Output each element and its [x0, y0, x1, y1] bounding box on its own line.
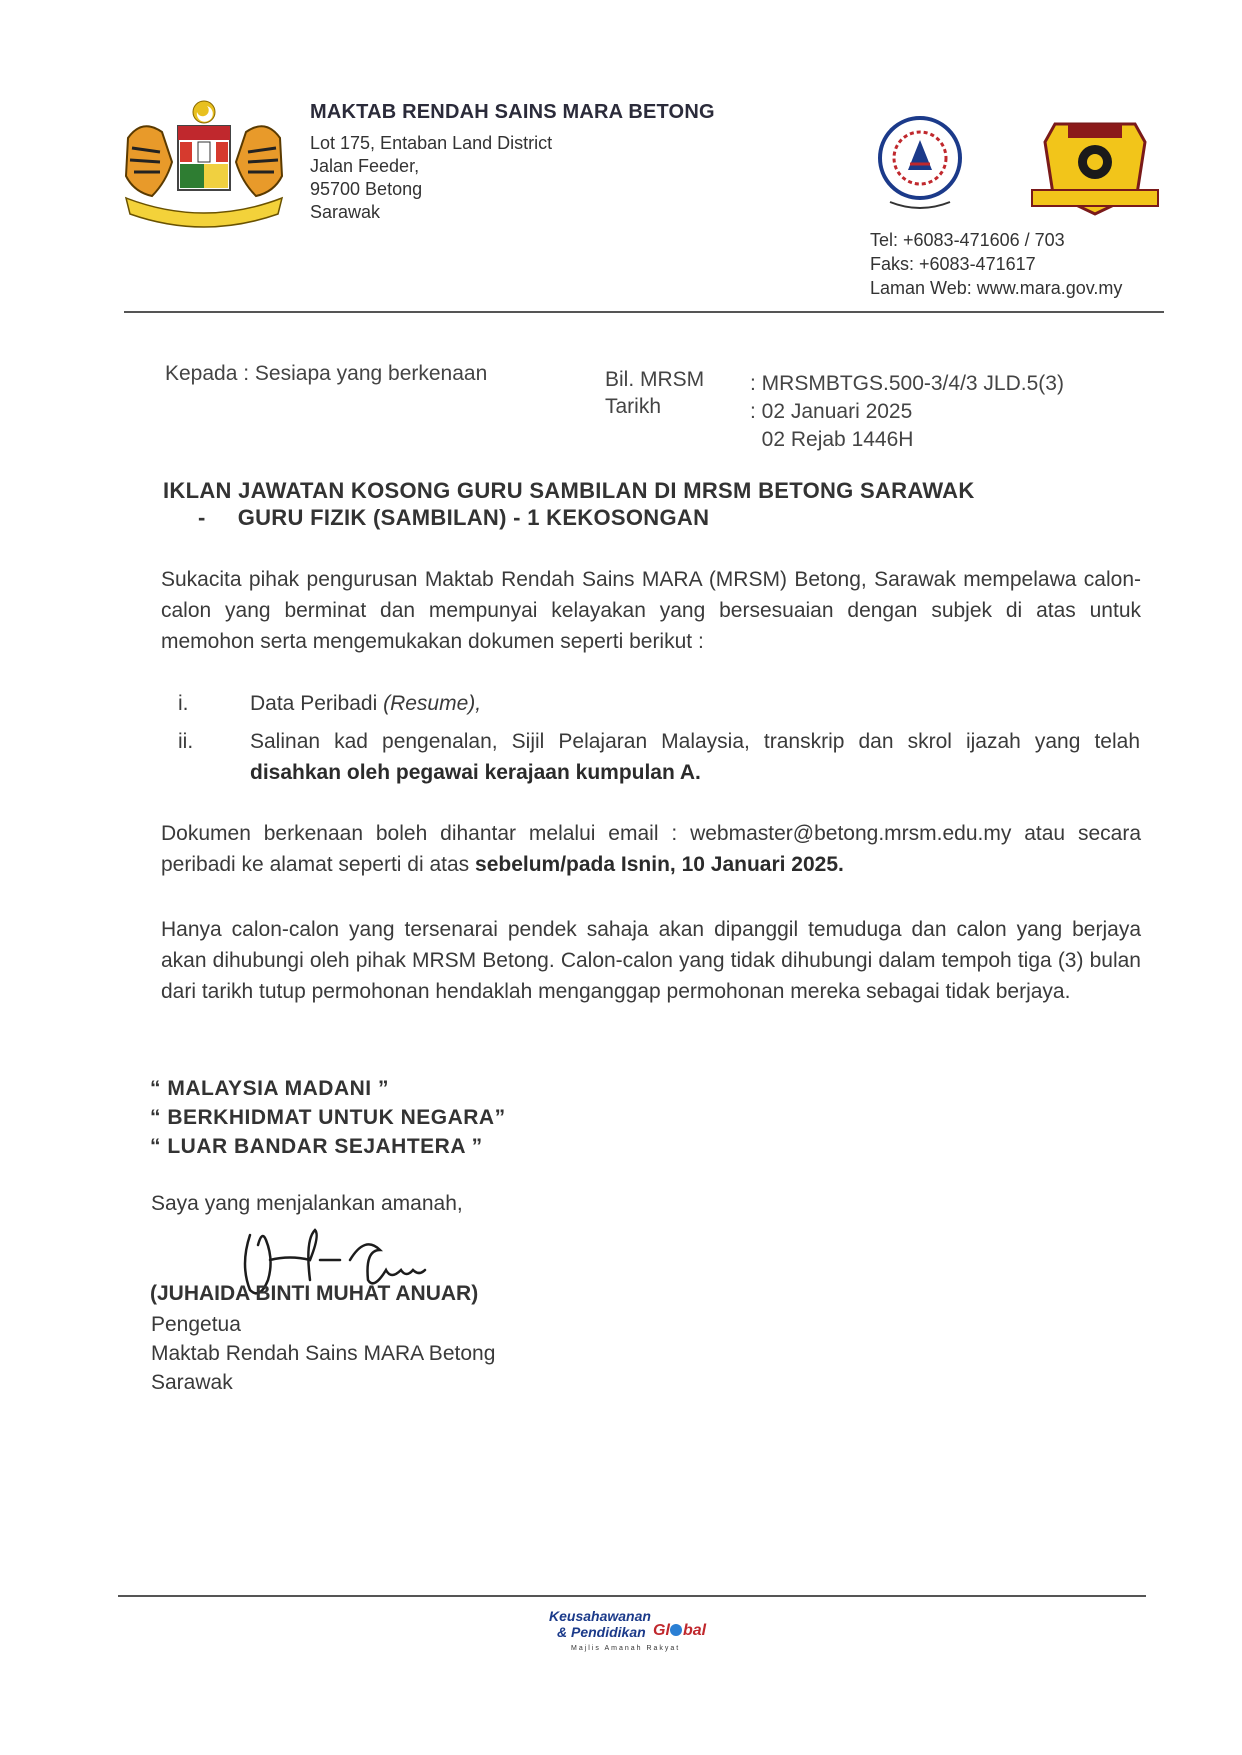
tarikh-hijri: 02 Rejab 1446H — [761, 428, 914, 451]
letter-title: IKLAN JAWATAN KOSONG GURU SAMBILAN DI MRSM BETONG SARAWAK — [163, 478, 975, 503]
kepada-value: Sesiapa yang berkenaan — [254, 362, 488, 385]
letter-subtitle — [198, 505, 709, 531]
subtitle-dash: - — [198, 505, 206, 530]
motto-line: “ LUAR BANDAR SEJAHTERA ” — [150, 1135, 483, 1158]
malaysia-coat-of-arms-logo — [118, 98, 290, 234]
website: Laman Web: www.mara.gov.my — [870, 278, 1123, 298]
signatory-details — [151, 1310, 495, 1397]
intro-paragraph: Sukacita pihak pengurusan Maktab Rendah Sains MARA (MRSM) Betong, Sarawak mempelawa calon-calon yang berminat dan mempunyai kelayakan yang bersesuaian dengan subjek di atas untuk memohon serta mengemukakan dokumen seperti berikut : — [161, 568, 1141, 653]
svg-text:bal: bal — [683, 1622, 707, 1639]
mara-logo — [870, 110, 970, 220]
signatory-title: Pengetua — [151, 1313, 241, 1336]
signatory-org: Maktab Rendah Sains MARA Betong — [151, 1342, 496, 1365]
bil-label: Bil. MRSM — [605, 368, 705, 391]
signatory-name: (JUHAIDA BINTI MUHAT ANUAR) — [150, 1282, 479, 1305]
tel: Tel: +6083-471606 / 703 — [870, 230, 1065, 250]
address-line: 95700 Betong — [310, 179, 423, 199]
submission-paragraph — [161, 818, 1141, 880]
recipient-line: Kepada : Sesiapa yang berkenaan — [165, 362, 488, 385]
svg-text:Gl: Gl — [653, 1622, 670, 1639]
list-number: i. — [178, 692, 189, 715]
svg-text:Keusahawanan: Keusahawanan — [549, 1608, 651, 1624]
address-line: Lot 175, Entaban Land District — [310, 133, 553, 153]
address-block — [310, 132, 552, 224]
svg-text:& Pendidikan: & Pendidikan — [557, 1624, 646, 1640]
motto-line: “ MALAYSIA MADANI ” — [150, 1077, 389, 1100]
tarikh-value: 02 Januari 2025 — [761, 400, 913, 423]
subtitle-text: GURU FIZIK (SAMBILAN) - 1 KEKOSONGAN — [237, 505, 710, 530]
contact-block — [870, 228, 1122, 300]
org-name: MAKTAB RENDAH SAINS MARA BETONG — [310, 101, 715, 123]
header-divider — [124, 311, 1164, 313]
signatory-place: Sarawak — [151, 1371, 233, 1394]
keusahawanan-pendidikan-global-logo — [545, 1605, 725, 1655]
reference-values: : MRSMBTGS.500-3/4/3 JLD.5(3) : 02 Januari 2025 02 Rejab 1446H — [750, 372, 1064, 451]
tarikh-label: Tarikh — [605, 395, 662, 418]
address-line: Sarawak — [310, 202, 381, 222]
shortlist-paragraph: Hanya calon-calon yang tersenarai pendek sahaja akan dipanggil temuduga dan calon yang berjaya akan dihubungi oleh pihak MRSM Betong. Calon-calon yang tidak dihubungi dalam tempoh tiga (3) bulan dari tarikh tutup permohonan hendaklah menganggap permohonan mereka sebagai tidak berjaya. — [161, 918, 1141, 1003]
list-text: Salinan kad pengenalan, Sijil Pelajaran Malaysia, transkrip dan skrol ijazah yang telah — [250, 730, 1140, 753]
closing-line: Saya yang menjalankan amanah, — [151, 1192, 463, 1215]
bil-value: MRSMBTGS.500-3/4/3 JLD.5(3) — [761, 372, 1064, 395]
footer-divider — [118, 1595, 1146, 1597]
list-italic: (Resume), — [383, 692, 482, 715]
list-bold: disahkan oleh pegawai kerajaan kumpulan A. — [250, 761, 701, 784]
motto-line: “ BERKHIDMAT UNTUK NEGARA” — [150, 1106, 506, 1129]
kepada-label: Kepada — [165, 362, 238, 385]
fax: Faks: +6083-471617 — [870, 254, 1036, 274]
list-number: ii. — [178, 730, 194, 753]
deadline: sebelum/pada Isnin, 10 Januari 2025. — [475, 853, 844, 876]
svg-text:Majlis Amanah Rakyat: Majlis Amanah Rakyat — [571, 1645, 681, 1652]
address-line: Jalan Feeder, — [310, 156, 420, 176]
reference-labels — [605, 366, 704, 420]
mrsm-badge-logo — [1030, 118, 1160, 224]
list-text: Data Peribadi — [250, 692, 378, 715]
submission-text: Dokumen berkenaan boleh dihantar melalui email : webmaster@betong.mrsm.edu.my atau secara peribadi ke alamat seperti di atas — [161, 822, 1141, 876]
